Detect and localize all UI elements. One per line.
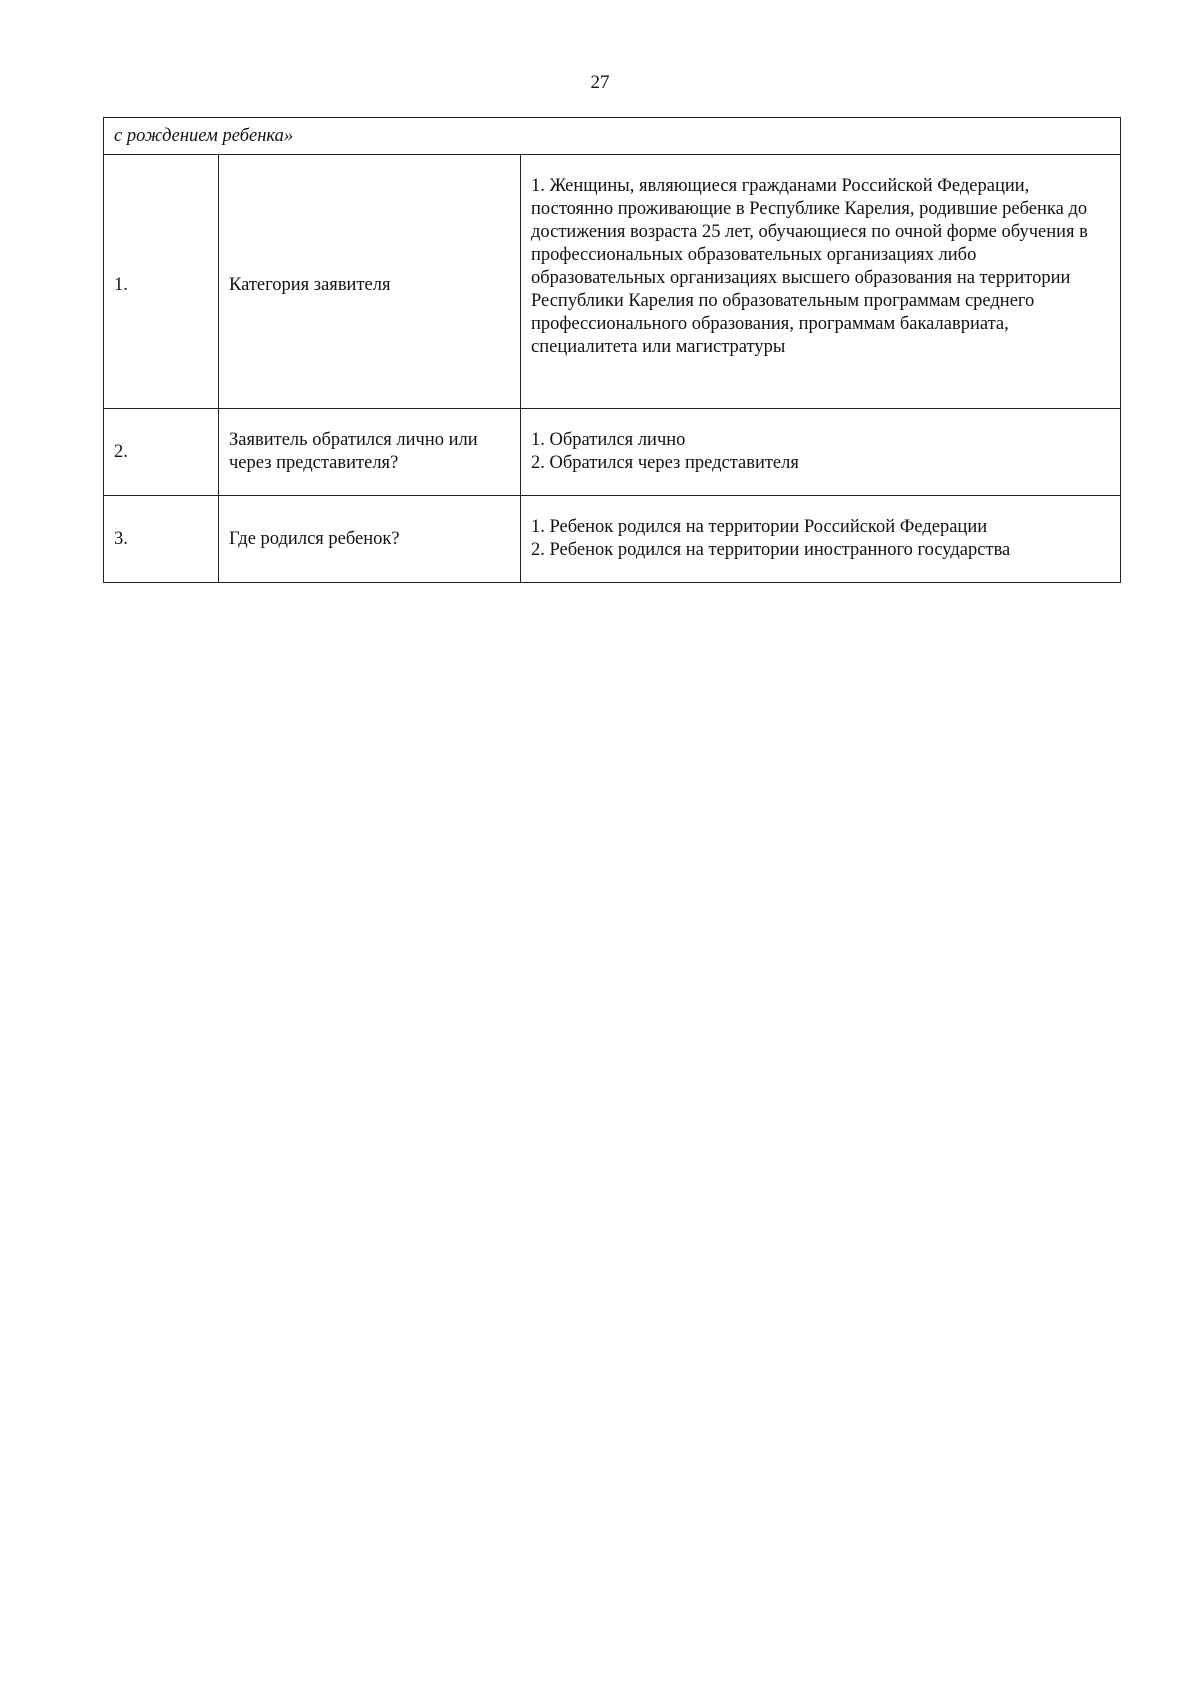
table-row	[104, 496, 1121, 583]
table-caption: с рождением ребенка»	[104, 118, 1121, 155]
answer-option: 2. Ребенок родился на территории иностранного государства	[531, 540, 1011, 560]
row-answers	[521, 496, 1121, 583]
row-question: Категория заявителя	[219, 155, 521, 409]
row-question: Заявитель обратился лично или через представителя?	[219, 409, 521, 496]
criteria-table	[103, 117, 1121, 583]
table-row	[104, 155, 1121, 409]
answer-option: 1. Обратился лично	[531, 430, 686, 450]
answer-option: 1. Ребенок родился на территории Российской Федерации	[531, 517, 988, 537]
answer-option: 2. Обратился через представителя	[531, 453, 799, 473]
row-answers	[521, 155, 1121, 409]
page-number: 27	[590, 72, 610, 93]
row-answers	[521, 409, 1121, 496]
table-row	[104, 409, 1121, 496]
table-caption-row	[104, 118, 1121, 155]
row-number: 1.	[104, 155, 219, 409]
row-number: 3.	[104, 496, 219, 583]
row-question: Где родился ребенок?	[219, 496, 521, 583]
answer-option: 1. Женщины, являющиеся гражданами Российской Федерации, постоянно проживающие в Республике Карелия, родившие ребенка до достижения возраста 25 лет, обучающиеся по очной форме обучения в профессиональных образовательных организациях либо образовательных организациях высшего образования на территории Республики Карелия по образовательным программам среднего профессионального образования, программам бакалавриата, специалитета или магистратуры	[531, 176, 1088, 357]
row-number: 2.	[104, 409, 219, 496]
